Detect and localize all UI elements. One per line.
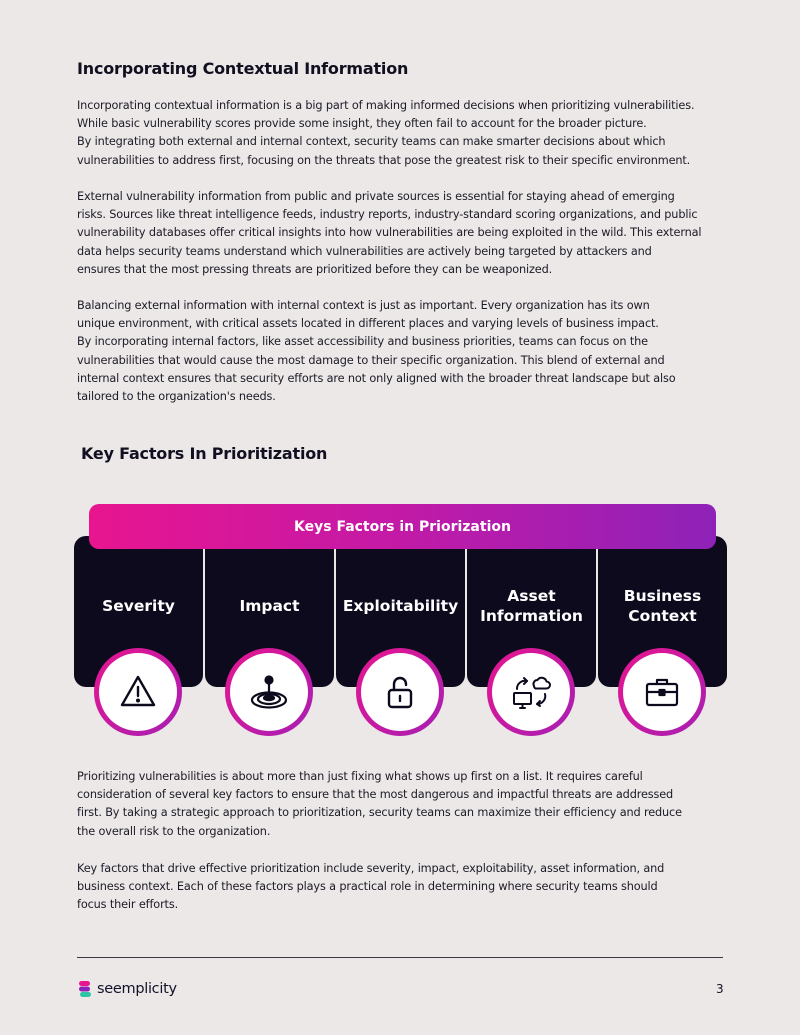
paragraph-1 xyxy=(77,97,727,170)
exploitability-icon-badge xyxy=(356,648,444,736)
factor-label-asset-information: Asset Information xyxy=(480,587,583,625)
factor-label-impact: Impact xyxy=(239,597,300,615)
text-line: Balancing external information with internal context is just as important. Every organization has its own xyxy=(77,299,650,312)
text-line: External vulnerability information from public and private sources is essential for staying ahead of emerging xyxy=(77,190,675,203)
paragraph-5 xyxy=(77,860,727,915)
business-context-icon-badge xyxy=(618,648,706,736)
warning-triangle-icon xyxy=(118,672,158,712)
brand-logo xyxy=(78,980,177,998)
text-line: While basic vulnerability scores provide some insight, they often fail to account for the broader picture. xyxy=(77,117,647,131)
text-line: risks. Sources like threat intelligence feeds, industry reports, industry-standard scoring organizations, and public xyxy=(77,208,698,222)
factor-label-business-context: Business Context xyxy=(623,587,702,625)
text-line: Incorporating contextual information is a big part of making informed decisions when prioritizing vulnerabilities. xyxy=(77,99,695,112)
asset-information-icon-badge xyxy=(487,648,575,736)
text-line: unique environment, with critical assets located in different places and varying levels of business impact. xyxy=(77,317,659,331)
seemplicity-logo-icon xyxy=(78,980,92,998)
paragraph-4 xyxy=(77,768,727,841)
factor-label-severity: Severity xyxy=(102,597,175,615)
text-line: business context. Each of these factors plays a practical role in determining where security teams should xyxy=(77,880,658,894)
text-line: By integrating both external and internal context, security teams can make smarter decisions about which xyxy=(77,135,666,149)
paragraph-3 xyxy=(77,297,727,406)
paragraph-2 xyxy=(77,188,727,279)
text-line: vulnerabilities that would cause the most damage to their specific organization. This blend of external and xyxy=(77,353,665,367)
section-heading-contextual: Incorporating Contextual Information xyxy=(77,59,409,78)
severity-icon-badge xyxy=(94,648,182,736)
page-number: 3 xyxy=(716,982,724,996)
text-line: vulnerability databases offer critical insights into how vulnerabilities are being exploited in the wild. This external xyxy=(77,226,702,240)
text-line: consideration of several key factors to ensure that the most dangerous and impactful threats are addressed xyxy=(77,788,674,802)
impact-icon-badge xyxy=(225,648,313,736)
impact-ripple-icon xyxy=(249,672,289,712)
open-padlock-icon xyxy=(380,672,420,712)
text-line: internal context ensures that security efforts are not only aligned with the broader threat landscape but also xyxy=(77,371,676,385)
footer-divider xyxy=(77,957,723,958)
text-line: tailored to the organization's needs. xyxy=(77,390,276,404)
text-line: the overall risk to the organization. xyxy=(77,824,271,838)
text-line: Prioritizing vulnerabilities is about more than just fixing what shows up first on a list. It requires careful xyxy=(77,770,643,783)
briefcase-icon xyxy=(642,672,682,712)
text-line: ensures that the most pressing threats are prioritized before they can be weaponized. xyxy=(77,262,553,276)
key-factors-banner: Keys Factors in Priorization xyxy=(89,504,716,549)
section-heading-key-factors: Key Factors In Prioritization xyxy=(81,444,328,463)
text-line: By incorporating internal factors, like asset accessibility and business priorities, teams can focus on the xyxy=(77,335,648,349)
text-line: vulnerabilities to address first, focusing on the threats that pose the greatest risk to their specific environment. xyxy=(77,153,691,167)
brand-name: seemplicity xyxy=(97,981,177,997)
factor-label-exploitability: Exploitability xyxy=(342,597,459,615)
text-line: data helps security teams understand which vulnerabilities are actively being targeted by attackers and xyxy=(77,244,652,258)
text-line: focus their efforts. xyxy=(77,898,179,912)
text-line: first. By taking a strategic approach to prioritization, security teams can maximize their efficiency and reduce xyxy=(77,806,682,820)
text-line: Key factors that drive effective prioritization include severity, impact, exploitability, asset information, and xyxy=(77,862,665,875)
cloud-sync-computer-icon xyxy=(511,672,551,712)
